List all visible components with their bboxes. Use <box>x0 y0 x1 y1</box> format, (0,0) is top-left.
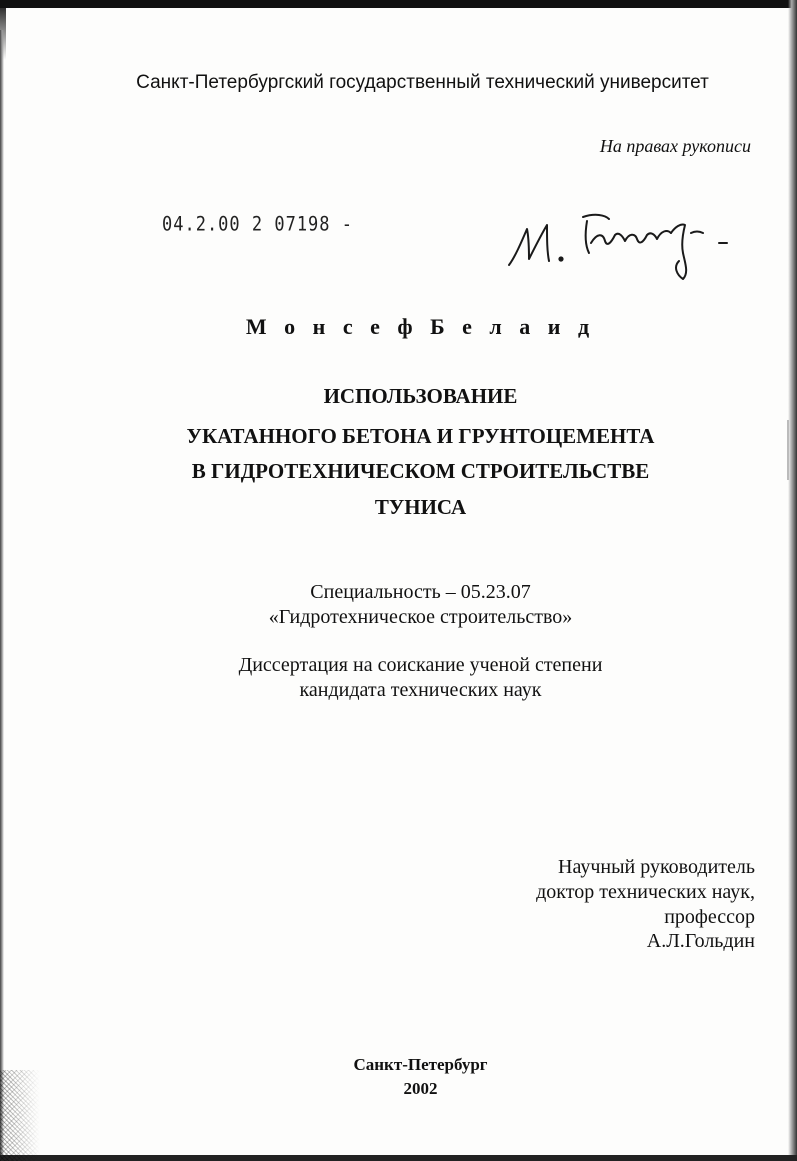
supervisor-line: доктор технических наук, <box>536 881 755 903</box>
specialty-name: «Гидротехническое строительство» <box>268 606 573 628</box>
university-name: Санкт-Петербургский государственный технический университет <box>136 72 709 93</box>
specialty-code: Специальность – 05.23.07 <box>310 581 531 603</box>
dissertation-title-line: УКАТАННОГО БЕТОНА И ГРУНТОЦЕМЕНТА <box>186 424 655 448</box>
degree-line: Диссертация на соискание ученой степени <box>238 654 603 676</box>
dissertation-title-line: В ГИДРОТЕХНИЧЕСКОМ СТРОИТЕЛЬСТВЕ <box>191 459 650 483</box>
supervisor-line: Научный руководитель <box>558 856 755 878</box>
scan-edge-bottom <box>0 1155 797 1161</box>
handwritten-signature <box>505 203 735 283</box>
supervisor-name: А.Л.Гольдин <box>646 930 755 952</box>
city: Санкт-Петербург <box>353 1055 488 1074</box>
degree-line: кандидата технических наук <box>299 679 542 701</box>
dissertation-title-line: ИСПОЛЬЗОВАНИЕ <box>323 384 518 408</box>
manuscript-note: На правах рукописи <box>599 136 751 156</box>
year: 2002 <box>403 1079 438 1098</box>
supervisor-line: профессор <box>664 906 755 928</box>
registration-stamp: 04.2.00 2 07198 - <box>162 213 353 236</box>
author-name: М о н с е ф Б е л а и д <box>245 314 596 339</box>
scan-edge-top <box>0 0 797 8</box>
dissertation-title-line: ТУНИСА <box>374 495 467 519</box>
